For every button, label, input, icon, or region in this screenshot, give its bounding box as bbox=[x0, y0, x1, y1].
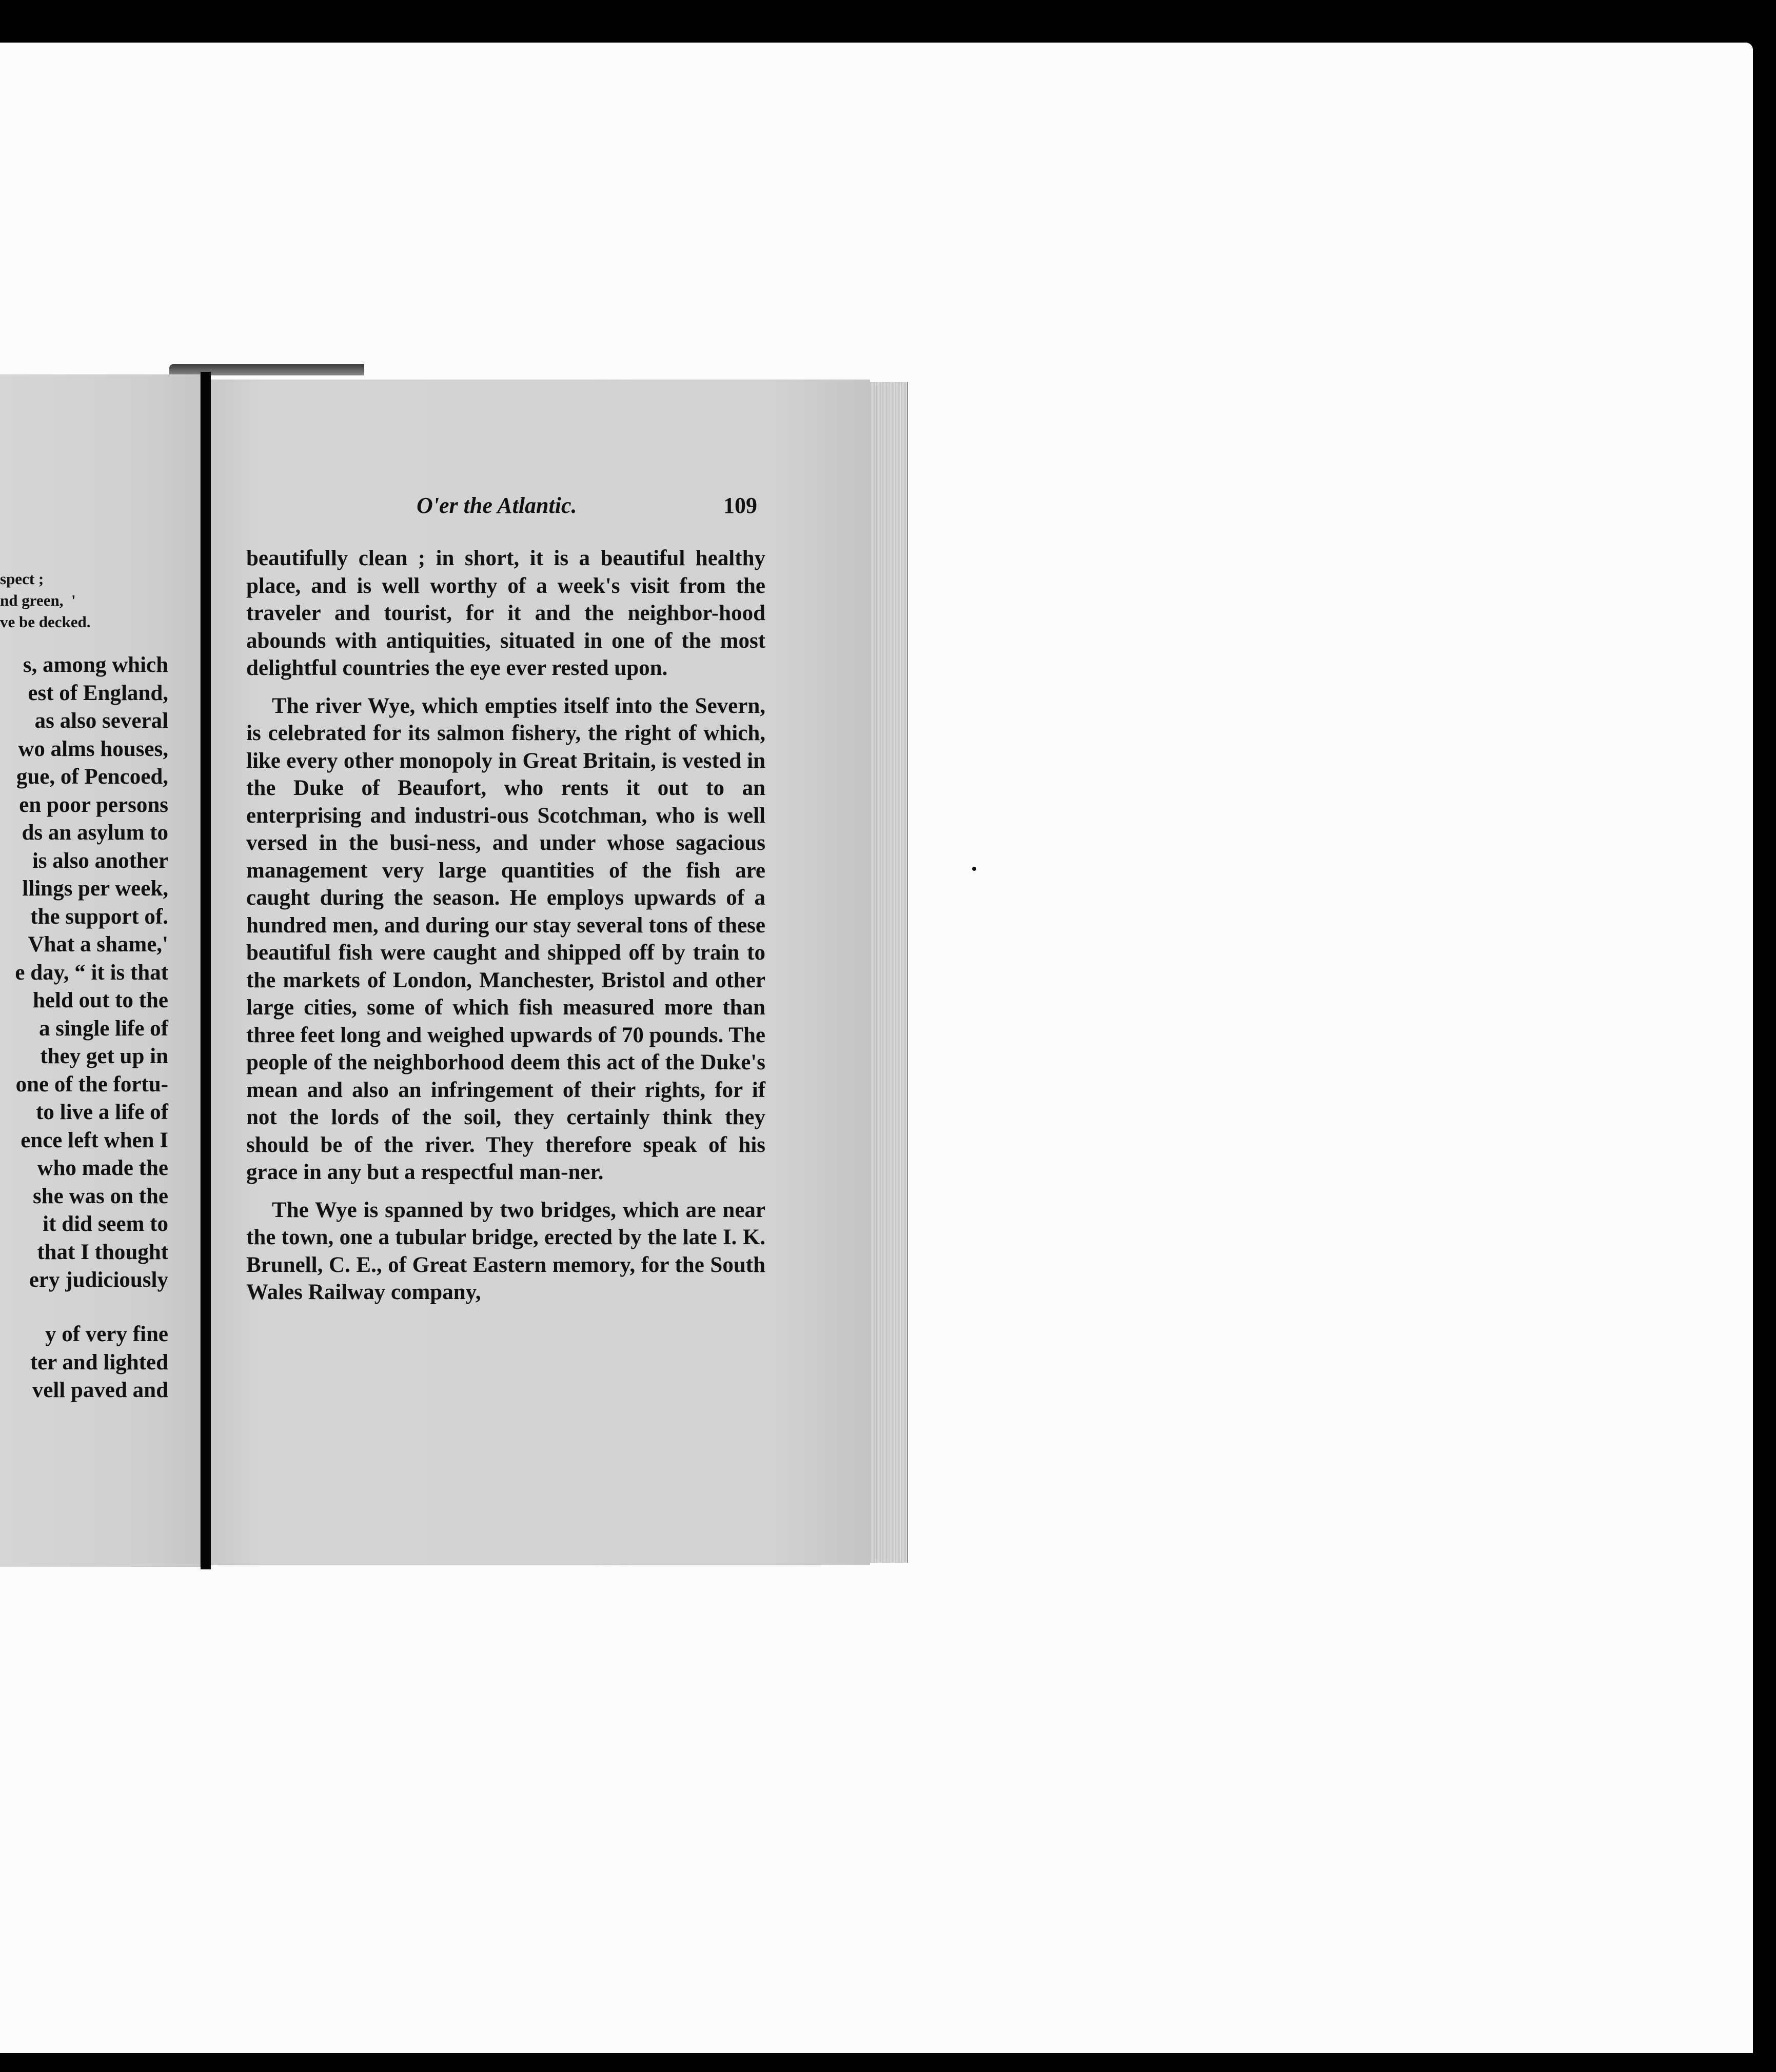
left-text-line: gue, of Pencoed, bbox=[16, 765, 168, 789]
paragraph-3: The Wye is spanned by two bridges, which are near the town, one a tubular bridge, erected by the late I. K. Brunell, C. E., of Great Eastern memory, for the South Wales Railway company, bbox=[246, 1198, 765, 1304]
scanner-edge bbox=[1753, 43, 1776, 2072]
page-number: 109 bbox=[723, 493, 757, 518]
left-text-line: en poor persons bbox=[19, 792, 168, 817]
left-text-line: that I thought bbox=[37, 1240, 168, 1264]
left-text-line: as also several bbox=[34, 709, 168, 733]
paragraph-1: beautifully clean ; in short, it is a beautiful healthy place, and is well worthy of a week's visit from the traveler and tourist, for it and the neighbor-hood abounds with antiquities, situated in one of the most delightful countries the eye ever rested upon. bbox=[246, 546, 765, 680]
page-edges bbox=[870, 382, 908, 1563]
left-text-line: a single life of bbox=[39, 1016, 168, 1041]
left-text-line: to live a life of bbox=[36, 1100, 168, 1124]
left-text-line: e day, “ it is that bbox=[15, 960, 168, 985]
left-page-text-bottom bbox=[0, 1321, 168, 1405]
left-text-line: wo alms houses, bbox=[18, 736, 168, 761]
left-text-line: is also another bbox=[32, 848, 168, 873]
left-text-line: ds an asylum to bbox=[22, 821, 168, 845]
left-text-bottom-line: vell paved and bbox=[32, 1378, 168, 1402]
left-text-line: s, among which bbox=[23, 653, 168, 677]
dust-speck bbox=[972, 867, 976, 871]
left-verse-line: nd green, ' bbox=[0, 591, 76, 609]
running-head: O'er the Atlantic. bbox=[417, 493, 577, 518]
left-verse-line: ve be decked. bbox=[0, 613, 91, 631]
left-text-line: ery judiciously bbox=[29, 1268, 168, 1292]
left-text-line: one of the fortu- bbox=[15, 1072, 168, 1097]
left-page-text bbox=[0, 651, 168, 1294]
left-page-verse bbox=[0, 568, 91, 633]
right-page-body bbox=[246, 545, 765, 1317]
left-page bbox=[0, 374, 202, 1567]
left-text-line: they get up in bbox=[40, 1044, 168, 1068]
paragraph-2: The river Wye, which empties itself into the Severn, is celebrated for its salmon fishery, the right of which, like every other monopoly in Great Britain, is vested in the Duke of Beaufort, who rents it out to an enterprising and industri-ous Scotchman, who is well versed in the busi-ness, and under whose sagacious management very large quantities of the fish are caught during the season. He employs upwards of a hundred men, and during our stay several tons of these beautiful fish were caught and shipped off by train to the markets of London, Manchester, Bristol and other large cities, some of which fish measured more than three feet long and weighed upwards of 70 pounds. The people of the neighborhood deem this act of the Duke's mean and also an infringement of their rights, for if not the lords of the soil, they certainly think they should be of the river. They therefore speak of his grace in any but a respectful man-ner. bbox=[246, 693, 765, 1184]
left-text-line: who made the bbox=[37, 1156, 168, 1180]
left-text-bottom-line: y of very fine bbox=[45, 1322, 168, 1346]
scanner-bottom-edge bbox=[0, 2053, 1776, 2072]
left-text-line: est of England, bbox=[28, 681, 168, 705]
book-gutter bbox=[201, 372, 211, 1569]
left-text-line: ence left when I bbox=[21, 1128, 168, 1152]
left-text-bottom-line: ter and lighted bbox=[30, 1350, 168, 1374]
left-text-line: she was on the bbox=[32, 1184, 168, 1208]
left-text-line: llings per week, bbox=[22, 876, 168, 901]
book-spine-top bbox=[169, 364, 364, 375]
left-text-line: Vhat a shame,' bbox=[28, 932, 168, 957]
left-text-line: held out to the bbox=[33, 988, 168, 1012]
left-text-line: the support of. bbox=[30, 904, 168, 929]
left-text-line: it did seem to bbox=[43, 1212, 168, 1236]
left-verse-line: spect ; bbox=[0, 570, 44, 588]
